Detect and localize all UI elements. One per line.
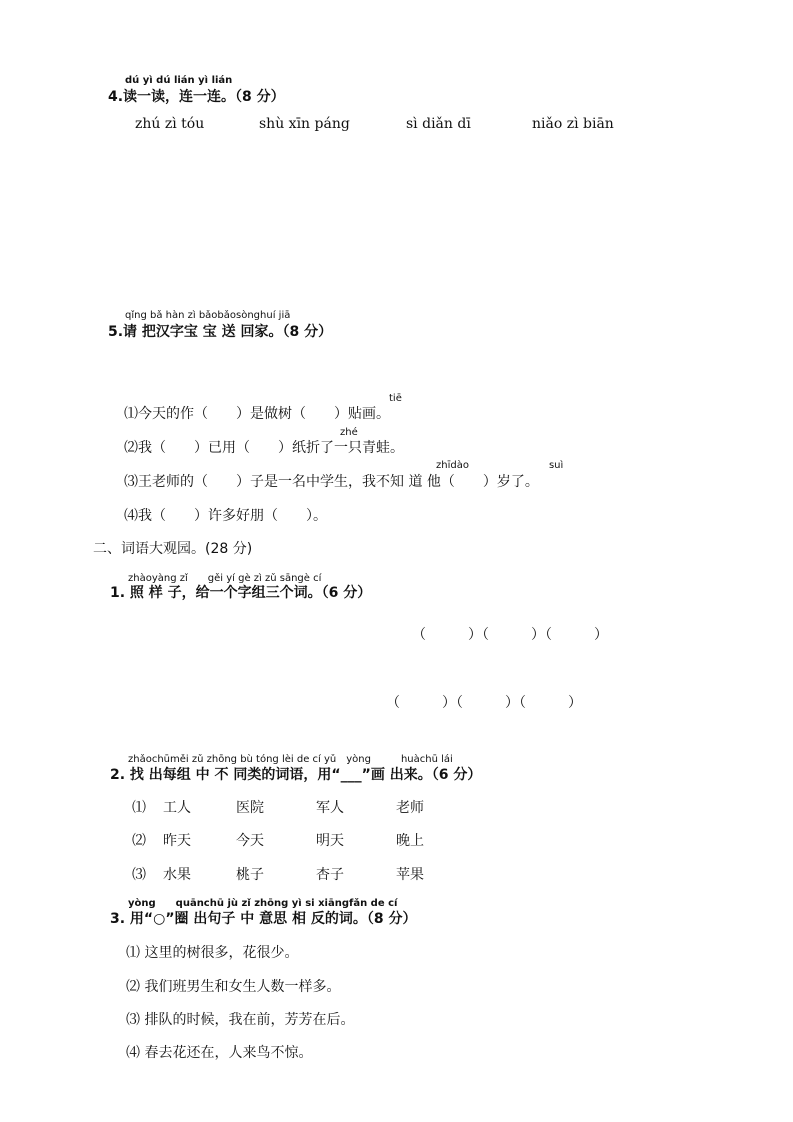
q5-line-4: ⑷我（ ）许多好朋（ ）。 — [124, 508, 327, 524]
q5-line-3: ⑶王老师的（ ）子是一名中学生，我不知 道 他（ ）岁了。 — [124, 474, 539, 490]
q4-item-4: niǎo zì biān — [532, 116, 614, 132]
s2q2-word[interactable]: 水果 — [163, 867, 191, 883]
s2q3-pinyin: yòng quānchū jù zǐ zhōng yì si xiāngfǎn de cí — [128, 898, 398, 909]
s2q2-word[interactable]: 桃子 — [236, 867, 264, 883]
s2q2-word[interactable]: 医院 — [236, 800, 264, 816]
s2q1-blanks-row-2[interactable]: （ ）（ ）（ ） — [386, 695, 582, 711]
s2q2-group-1-num: ⑴ — [132, 800, 146, 816]
s2q1-blanks-row-1[interactable]: （ ）（ ）（ ） — [412, 627, 608, 643]
s2q3-line-2: ⑵ 我们班男生和女生人数一样多。 — [126, 979, 341, 995]
s2q2-word[interactable]: 工人 — [163, 800, 191, 816]
s2q2-word[interactable]: 杏子 — [316, 867, 344, 883]
q5-line-3-ruby: zhīdào suì — [436, 460, 564, 471]
s2q1-pinyin: zhàoyàng zǐ gěi yí gè zì zǔ sāngè cí — [128, 573, 322, 584]
s2q2-word[interactable]: 军人 — [316, 800, 344, 816]
s2q2-word[interactable]: 昨天 — [163, 833, 191, 849]
q5-pinyin: qǐng bǎ hàn zì bǎobǎosònghuí jiā — [125, 310, 291, 321]
s2q2-group-3-num: ⑶ — [132, 867, 146, 883]
s2q2-group-2-num: ⑵ — [132, 833, 146, 849]
s2q3-title: 3. 用“○”圈 出句子 中 意思 相 反的词。（8 分） — [110, 911, 417, 927]
q4-title: 4.读一读，连一连。（8 分） — [108, 89, 285, 105]
s2q2-word[interactable]: 苹果 — [396, 867, 424, 883]
q5-line-1: ⑴今天的作（ ）是做树（ ）贴画。 — [124, 406, 390, 422]
s2q2-title: 2. 找 出每组 中 不 同类的词语，用“___”画 出来。（6 分） — [110, 767, 482, 783]
q4-item-2: shù xīn páng — [259, 116, 350, 132]
s2q1-title: 1. 照 样 子，给一个字组三个词。（6 分） — [110, 585, 372, 601]
section-2-title: 二、词语大观园。(28 分) — [93, 541, 253, 557]
s2q2-word[interactable]: 今天 — [236, 833, 264, 849]
q4-pinyin: dú yì dú lián yì lián — [125, 75, 233, 86]
s2q3-line-4: ⑷ 春去花还在，人来鸟不惊。 — [126, 1045, 313, 1061]
q5-line-2: ⑵我（ ）已用（ ）纸折了一只青蛙。 — [124, 440, 404, 456]
q4-item-1: zhú zì tóu — [135, 116, 205, 132]
q5-line-2-ruby: zhé — [340, 427, 358, 438]
s2q3-line-1: ⑴ 这里的树很多，花很少。 — [126, 945, 299, 961]
s2q3-line-3: ⑶ 排队的时候，我在前，芳芳在后。 — [126, 1012, 355, 1028]
s2q2-word[interactable]: 明天 — [316, 833, 344, 849]
q4-item-3: sì diǎn dī — [406, 116, 471, 132]
q5-title: 5.请 把汉字宝 宝 送 回家。（8 分） — [108, 324, 333, 340]
s2q2-word[interactable]: 晚上 — [396, 833, 424, 849]
q5-line-1-ruby: tiē — [389, 393, 402, 404]
s2q2-pinyin: zhǎochūměi zǔ zhōng bù tóng lèi de cí yǔ yòng huàchū lái — [128, 754, 453, 765]
s2q2-word[interactable]: 老师 — [396, 800, 424, 816]
